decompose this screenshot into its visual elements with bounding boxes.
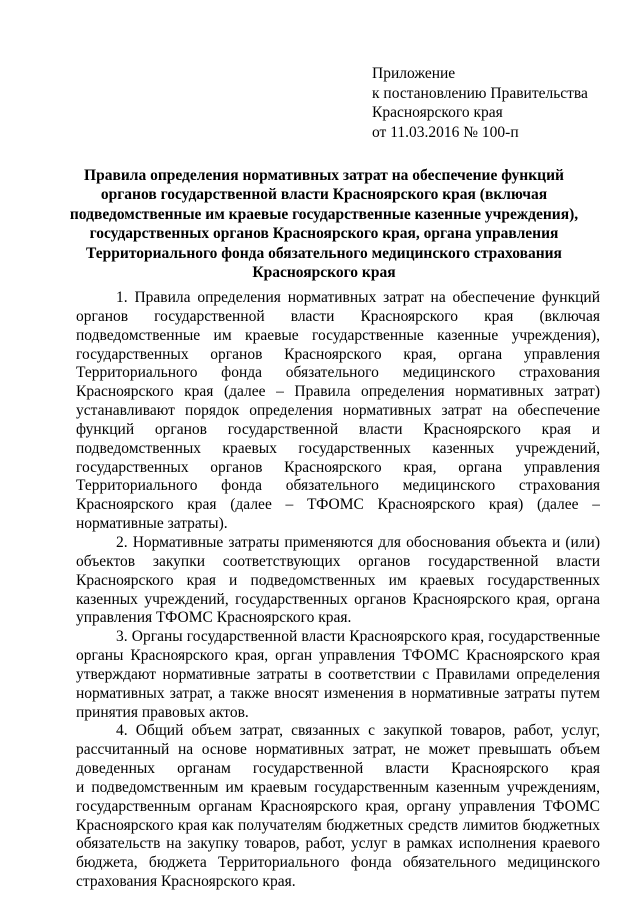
paragraph-line: подведомственных краевых государственных казенных учреждений, (76, 439, 600, 457)
paragraph (76, 722, 600, 892)
paragraph-line: государственных органов Красноярского края, органа управления (76, 345, 600, 363)
paragraph (76, 628, 600, 722)
paragraph-line: доведенных органам государственной власти Красноярского края (76, 760, 600, 778)
paragraph-line: подведомственные им краевые государственные казенные учреждения), (76, 326, 600, 344)
paragraph-line: казенных учреждений, государственных органов Красноярского края, органа (76, 590, 600, 608)
title-line: органов государственной власти Красноярского края (включая (100, 186, 548, 204)
paragraph-line: 2. Нормативные затраты применяются для обоснования объекта и (или) (116, 533, 600, 551)
paragraph-line: нормативные затраты). (76, 515, 228, 533)
paragraph (76, 289, 600, 534)
paragraph (76, 534, 600, 628)
title-line: Правила определения нормативных затрат на обеспечение функций (84, 167, 564, 184)
paragraph-line: страхования Красноярского края. (76, 873, 296, 891)
title-line: Красноярского края (252, 264, 396, 282)
appendix-line: Приложение (372, 65, 456, 82)
paragraph-line: государственным органам Красноярского края, органу управления ТФОМС (76, 797, 600, 815)
paragraph-line: 4. Общий объем затрат, связанных с закупкой товаров, работ, услуг, (116, 722, 600, 740)
paragraph-line: рассчитанный на основе нормативных затрат, не может превышать объем (76, 741, 600, 759)
paragraph-line: государственных органов Красноярского края, органа управления (76, 458, 600, 476)
title-line: подведомственные им краевые государственные казенные учреждения), (69, 205, 579, 223)
paragraph-line: объектов закупки соответствующих органов государственной власти (76, 552, 600, 570)
title-line: Территориального фонда обязательного медицинского страхования (86, 244, 562, 262)
title-line: государственных органов Красноярского края, органа управления (89, 225, 559, 243)
paragraph-line: Красноярского края (далее – Правила определения нормативных затрат) (76, 383, 600, 401)
paragraph-line: Красноярского края (далее – ТФОМС Красноярского края) (далее – (76, 496, 600, 514)
appendix-header (372, 64, 588, 142)
document-title (60, 166, 588, 282)
paragraph-line: органов государственной власти Красноярского края (включая (76, 307, 600, 325)
paragraph-line: Красноярского края как получателям бюджетных средств лимитов бюджетных (76, 816, 600, 834)
appendix-line: Красноярского края (372, 104, 503, 121)
paragraph-line: управления ТФОМС Красноярского края. (76, 609, 352, 627)
paragraph-line: 1. Правила определения нормативных затрат на обеспечение функций (116, 289, 600, 306)
paragraph-line: утверждают нормативные затраты в соответствии с Правилами определения (76, 665, 600, 683)
paragraph-line: органы Красноярского края, орган управления ТФОМС Красноярского края (76, 647, 600, 665)
paragraph-line: устанавливают порядок определения нормативных затрат на обеспечение (76, 402, 600, 420)
paragraph-line: обязательств на закупку товаров, работ, услуг в рамках исполнения краевого (76, 835, 600, 853)
paragraph-line: бюджета, бюджета Территориального фонда обязательного медицинского (76, 854, 600, 872)
paragraph-line: Территориального фонда обязательного медицинского страхования (76, 364, 600, 382)
paragraph-line: функций органов государственной власти Красноярского края и (76, 420, 600, 438)
document-body (76, 289, 600, 892)
appendix-line: от 11.03.2016 № 100-п (372, 123, 519, 141)
paragraph-line: нормативных затрат, а также вносят изменения в нормативные затраты путем (76, 684, 600, 702)
paragraph-line: Территориального фонда обязательного медицинского страхования (76, 477, 600, 495)
paragraph-line: 3. Органы государственной власти Красноярского края, государственные (116, 628, 600, 646)
paragraph-line: принятия правовых актов. (76, 703, 249, 721)
paragraph-line: и подведомственным им краевым государственным казенным учреждениям, (76, 778, 600, 796)
paragraph-line: Красноярского края и подведомственных им краевых государственных (76, 571, 600, 589)
appendix-line: к постановлению Правительства (372, 84, 588, 102)
